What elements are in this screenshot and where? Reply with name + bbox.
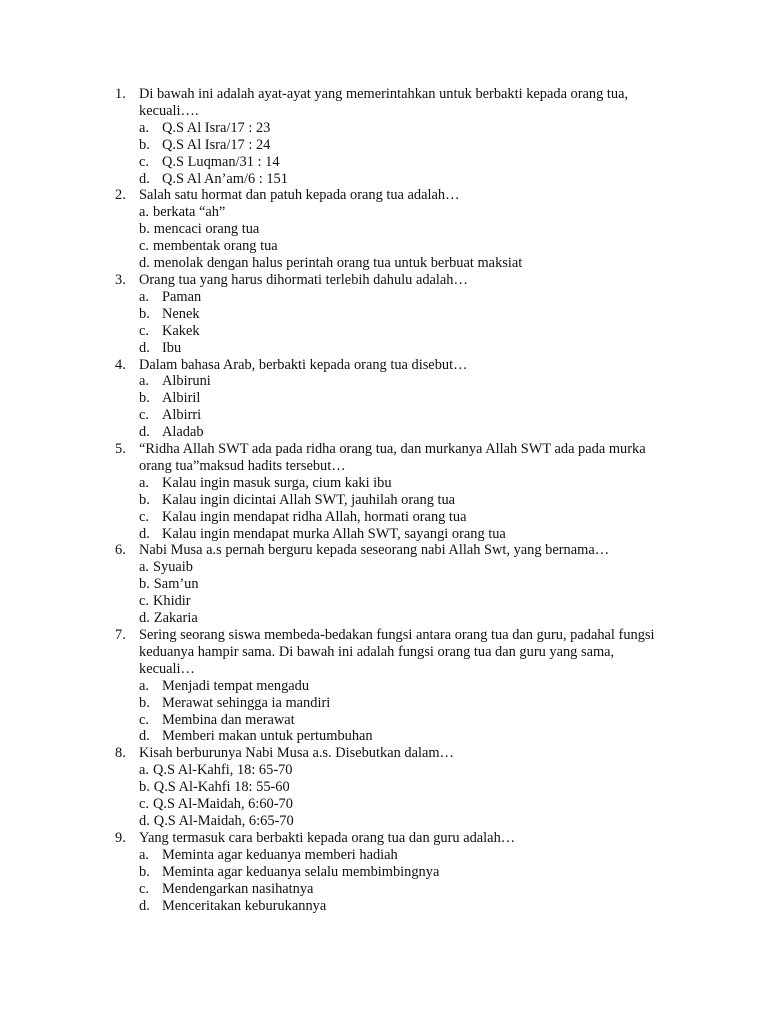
answer-option [139, 728, 672, 745]
answer-option [139, 424, 672, 441]
option-letter: a. [139, 373, 149, 390]
answer-option [139, 407, 672, 424]
option-letter: d. [139, 339, 150, 356]
option-letter: b. [139, 863, 150, 880]
answer-option [139, 847, 672, 864]
answer-option [139, 762, 672, 779]
question-text: Nabi Musa a.s pernah berguru kepada seseorang nabi Allah Swt, yang bernama… [139, 542, 610, 559]
option-text: Q.S Al An’am/6 : 151 [162, 170, 288, 187]
option-text: Menceritakan keburukannya [162, 897, 327, 914]
question-text: Orang tua yang harus dihormati terlebih dahulu adalah… [139, 271, 468, 288]
option-text: Merawat sehingga ia mandiri [162, 694, 331, 711]
option-letter: d. [139, 255, 150, 272]
question-number: 9. [115, 829, 126, 846]
option-text: Q.S Al-Kahfi, 18: 65-70 [153, 762, 293, 779]
option-letter: d. [139, 525, 150, 542]
question-number: 7. [115, 627, 126, 643]
option-text: Q.S Al Isra/17 : 23 [162, 119, 271, 136]
answer-options [139, 373, 672, 441]
option-text: Ibu [162, 339, 182, 356]
option-letter: c. [139, 322, 149, 339]
option-letter: a. [139, 846, 149, 863]
option-text: Zakaria [153, 610, 198, 627]
answer-option [139, 204, 672, 221]
option-text: Paman [162, 288, 202, 305]
question-number: 2. [115, 187, 126, 204]
option-letter: c. [139, 711, 149, 728]
option-text: Q.S Luqman/31 : 14 [162, 153, 280, 170]
answer-option [139, 678, 672, 695]
option-letter: b. [139, 390, 150, 407]
option-text: Aladab [162, 424, 204, 441]
answer-options [139, 847, 672, 915]
option-text: Q.S Al Isra/17 : 24 [162, 136, 271, 153]
option-text: Nenek [162, 305, 200, 322]
option-letter: c. [139, 407, 149, 424]
question-number: 3. [115, 271, 126, 288]
option-letter: a. [139, 288, 149, 305]
answer-option [139, 881, 672, 898]
answer-option [139, 289, 672, 306]
answer-option [139, 171, 672, 188]
question-number: 8. [115, 745, 126, 762]
option-letter: a. [139, 762, 149, 779]
answer-option [139, 373, 672, 390]
question-8 [112, 745, 672, 830]
option-text: Albiril [162, 390, 201, 407]
option-letter: a. [139, 559, 149, 576]
answer-options [139, 678, 672, 746]
option-letter: b. [139, 136, 150, 153]
answer-option [139, 323, 672, 340]
answer-option [139, 306, 672, 323]
answer-option [139, 390, 672, 407]
answer-option [139, 796, 672, 813]
answer-option [139, 509, 672, 526]
option-letter: b. [139, 305, 150, 322]
option-letter: a. [139, 204, 149, 221]
option-letter: a. [139, 474, 149, 491]
question-text: “Ridha Allah SWT ada pada ridha orang tua, dan murkanya Allah SWT ada pada murka orang tua”maksud hadits tersebut… [139, 441, 646, 474]
option-letter: b. [139, 694, 150, 711]
option-letter: c. [139, 508, 149, 525]
answer-option [139, 779, 672, 796]
question-number: 6. [115, 542, 126, 559]
option-letter: b. [139, 491, 150, 508]
question-1 [112, 86, 672, 187]
answer-options [139, 475, 672, 543]
option-letter: d. [139, 424, 150, 441]
option-text: Menjadi tempat mengadu [162, 677, 310, 694]
question-7 [112, 627, 672, 745]
answer-option [139, 475, 672, 492]
question-6 [112, 542, 672, 627]
option-text: Meminta agar keduanya memberi hadiah [162, 846, 398, 863]
option-text: Albirri [162, 407, 202, 424]
answer-options [139, 120, 672, 188]
option-text: Syuaib [153, 559, 193, 576]
option-letter: c. [139, 238, 149, 255]
option-letter: c. [139, 593, 149, 610]
answer-options [139, 289, 672, 357]
option-letter: c. [139, 153, 149, 170]
option-letter: d. [139, 728, 150, 745]
option-letter: c. [139, 880, 149, 897]
option-letter: a. [139, 119, 149, 136]
question-3 [112, 272, 672, 357]
question-number: 1. [115, 86, 126, 102]
option-text: Kalau ingin masuk surga, cium kaki ibu [162, 474, 392, 491]
answer-option [139, 593, 672, 610]
answer-option [139, 221, 672, 238]
question-5 [112, 441, 672, 542]
answer-option [139, 255, 672, 272]
question-9 [112, 830, 672, 915]
option-letter: b. [139, 779, 150, 796]
question-number: 4. [115, 356, 126, 373]
option-text: Khidir [153, 593, 191, 610]
question-text: Yang termasuk cara berbakti kepada orang tua dan guru adalah… [139, 829, 516, 846]
answer-option [139, 864, 672, 881]
answer-option [139, 526, 672, 543]
answer-option [139, 610, 672, 627]
option-text: Meminta agar keduanya selalu membimbingnya [162, 863, 440, 880]
option-text: Kalau ingin mendapat murka Allah SWT, sayangi orang tua [162, 525, 506, 542]
option-text: Membina dan merawat [162, 711, 295, 728]
option-letter: c. [139, 796, 149, 813]
option-letter: d. [139, 610, 150, 627]
answer-option [139, 154, 672, 171]
option-letter: d. [139, 897, 150, 914]
option-letter: b. [139, 576, 150, 593]
option-text: Q.S Al-Maidah, 6:65-70 [153, 812, 294, 829]
option-text: Q.S Al-Kahfi 18: 55-60 [153, 779, 290, 796]
answer-option [139, 137, 672, 154]
answer-options [139, 762, 672, 830]
option-text: menolak dengan halus perintah orang tua untuk berbuat maksiat [153, 255, 523, 272]
answer-option [139, 695, 672, 712]
question-4 [112, 357, 672, 442]
answer-option [139, 492, 672, 509]
option-text: Kakek [162, 322, 200, 339]
option-text: mencaci orang tua [153, 221, 260, 238]
option-text: Mendengarkan nasihatnya [162, 880, 314, 897]
option-text: Sam’un [153, 576, 199, 593]
answer-option [139, 559, 672, 576]
answer-option [139, 238, 672, 255]
answer-option [139, 120, 672, 137]
question-2 [112, 187, 672, 272]
answer-options [139, 559, 672, 627]
answer-option [139, 813, 672, 830]
option-text: membentak orang tua [153, 238, 278, 255]
option-letter: d. [139, 812, 150, 829]
option-letter: d. [139, 170, 150, 187]
question-text: Di bawah ini adalah ayat-ayat yang memerintahkan untuk berbakti kepada orang tua, kecuali…. [139, 86, 629, 119]
question-number: 5. [115, 441, 126, 458]
option-text: Q.S Al-Maidah, 6:60-70 [153, 796, 293, 813]
option-text: Memberi makan untuk pertumbuhan [162, 728, 373, 745]
answer-option [139, 340, 672, 357]
option-text: berkata “ah” [153, 204, 226, 221]
option-text: Kalau ingin dicintai Allah SWT, jauhilah orang tua [162, 491, 456, 508]
answer-option [139, 712, 672, 729]
option-text: Albiruni [162, 373, 211, 390]
option-text: Kalau ingin mendapat ridha Allah, hormati orang tua [162, 508, 467, 525]
option-letter: a. [139, 677, 149, 694]
question-text: Dalam bahasa Arab, berbakti kepada orang tua disebut… [139, 356, 468, 373]
answer-option [139, 898, 672, 915]
question-text: Sering seorang siswa membeda-bedakan fungsi antara orang tua dan guru, padahal fungsi keduanya hampir sama. Di bawah ini adalah fungsi orang tua dan guru yang sama, kecuali… [139, 627, 655, 677]
question-list [112, 86, 672, 914]
option-letter: b. [139, 221, 150, 238]
question-text: Salah satu hormat dan patuh kepada orang tua adalah… [139, 187, 460, 204]
answer-options [139, 204, 672, 272]
question-text: Kisah berburunya Nabi Musa a.s. Disebutkan dalam… [139, 745, 454, 762]
answer-option [139, 576, 672, 593]
